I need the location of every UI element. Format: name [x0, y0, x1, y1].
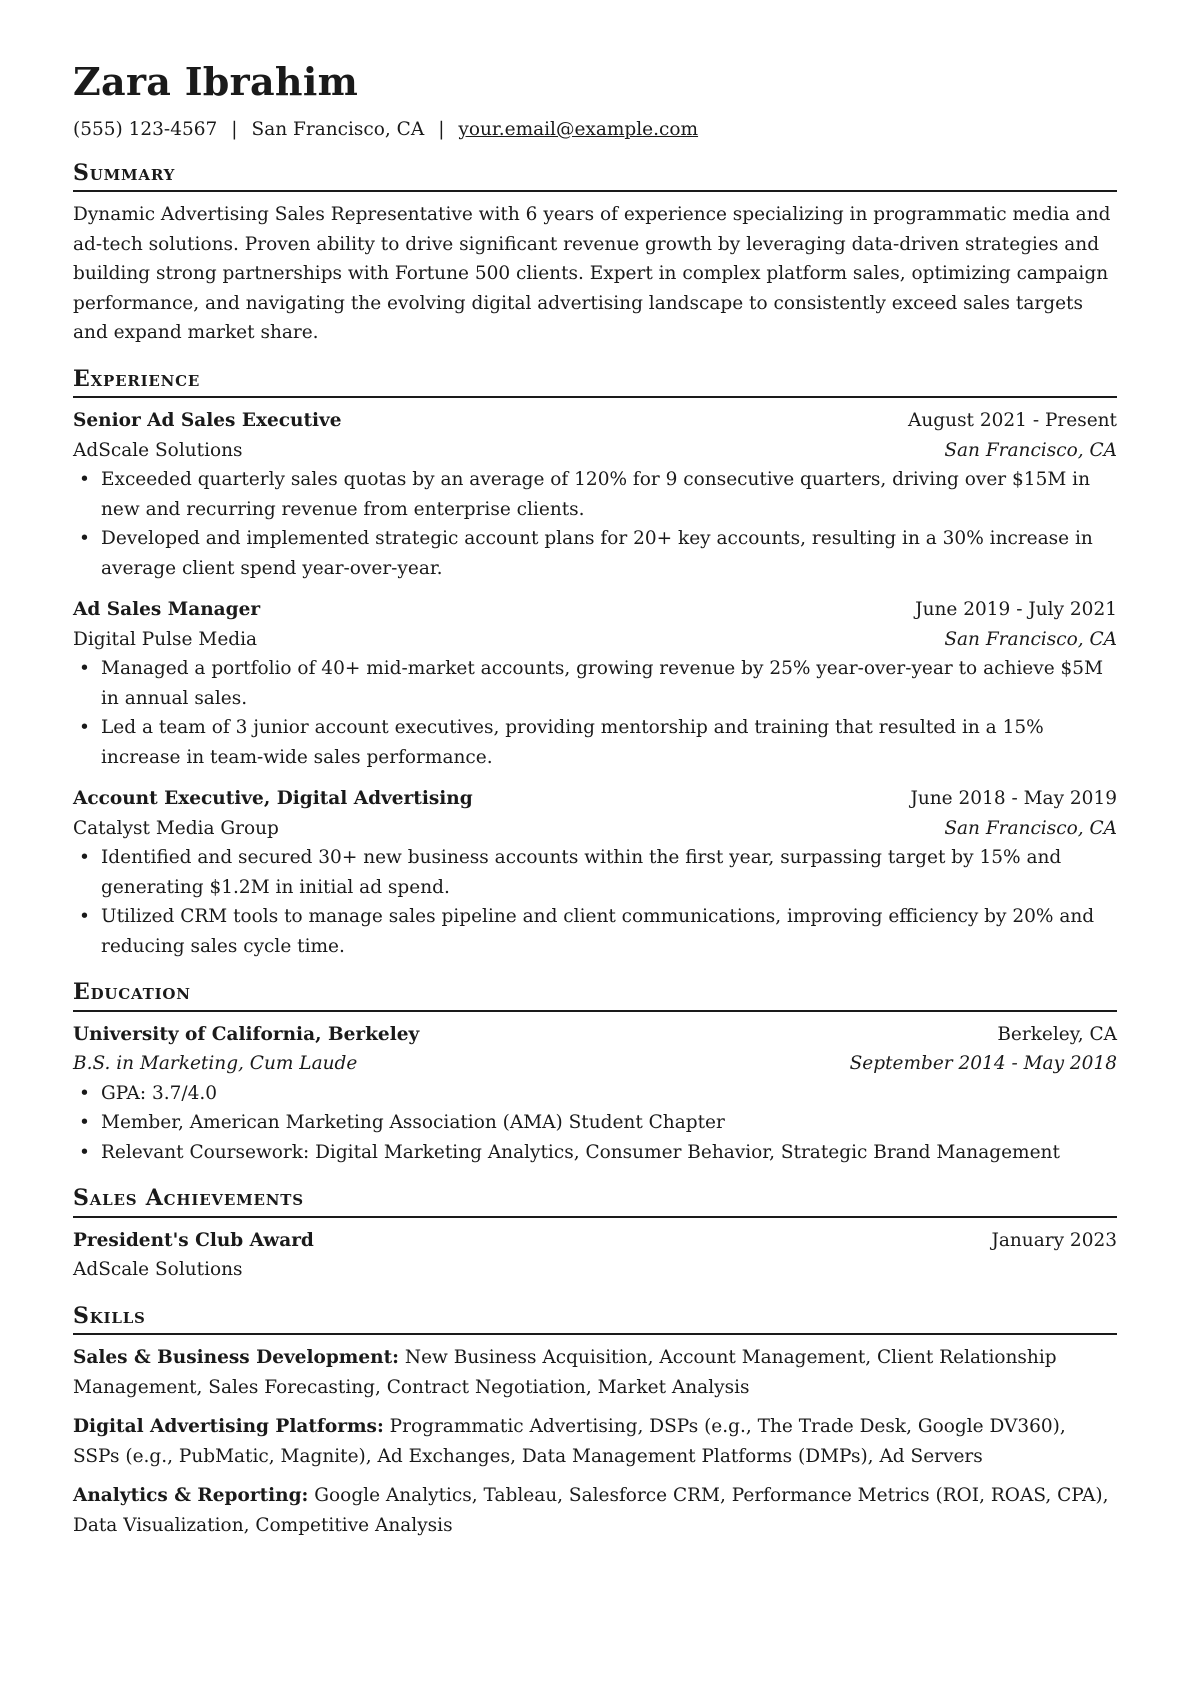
skill-group-label: Analytics & Reporting:	[73, 1485, 309, 1507]
job-dates: June 2018 - May 2019	[910, 788, 1117, 810]
education-bullets	[73, 1079, 1117, 1168]
summary-text: Dynamic Advertising Sales Representative with 6 years of experience specializing in programmatic media and ad-tech solutions. Proven ability to drive significant revenue growth by leveraging data-driven strategies and building strong partnerships with Fortune 500 clients. Expert in complex platform sales, optimizing campaign performance, and navigating the evolving digital advertising landscape to consistently exceed sales targets and expand market share.	[73, 204, 1111, 344]
skill-group	[73, 1481, 1117, 1540]
job-entry	[73, 406, 1117, 583]
job-title: Senior Ad Sales Executive	[73, 410, 342, 432]
award-date: January 2023	[991, 1229, 1117, 1251]
list-item: • Member, American Marketing Association (AMA) Student Chapter	[73, 1108, 1117, 1138]
job-title: Ad Sales Manager	[73, 599, 261, 621]
company-name: AdScale Solutions	[73, 439, 243, 461]
degree: B.S. in Marketing, Cum Laude	[73, 1053, 358, 1075]
candidate-name: Zara Ibrahim	[73, 59, 359, 104]
list-item: • Identified and secured 30+ new business accounts within the first year, surpassing target by 15% and generating $1.2M in initial ad spend.	[73, 843, 1117, 902]
job-title: Account Executive, Digital Advertising	[73, 788, 473, 810]
summary-section	[73, 160, 1117, 348]
section-title-summary: Summary	[73, 160, 1117, 193]
school-name: University of California, Berkeley	[73, 1023, 420, 1045]
list-item: • Exceeded quarterly sales quotas by an average of 120% for 9 consecutive quarters, driving over $15M in new and recurring revenue from enterprise clients.	[73, 465, 1117, 524]
skill-group-items: Google Analytics, Tableau, Salesforce CRM, Performance Metrics (ROI, ROAS, CPA), Data Visualization, Competitive Analysis	[73, 1485, 1109, 1536]
skill-group-label: Digital Advertising Platforms:	[73, 1416, 384, 1438]
section-title-skills: Skills	[73, 1303, 1117, 1336]
contact-line	[73, 118, 1117, 142]
skill-group	[73, 1343, 1117, 1402]
achievements-section	[73, 1185, 1117, 1285]
job-bullets	[73, 654, 1117, 772]
section-title-education: Education	[73, 979, 1117, 1012]
phone-number: (555) 123-4567	[73, 118, 218, 140]
list-item: • Managed a portfolio of 40+ mid-market accounts, growing revenue by 25% year-over-year to achieve $5M in annual sales.	[73, 654, 1117, 713]
location: San Francisco, CA	[251, 118, 425, 140]
contact-separator: |	[231, 118, 238, 140]
job-dates: June 2019 - July 2021	[915, 599, 1117, 621]
award-organization: AdScale Solutions	[73, 1259, 243, 1281]
job-entry	[73, 595, 1117, 772]
contact-separator: |	[438, 118, 445, 140]
skill-group-label: Sales & Business Development:	[73, 1347, 399, 1369]
education-dates: September 2014 - May 2018	[849, 1053, 1117, 1075]
job-location: San Francisco, CA	[944, 628, 1117, 650]
skill-group-items: New Business Acquisition, Account Management, Client Relationship Management, Sales Forecasting, Contract Negotiation, Market Analysis	[73, 1347, 1057, 1398]
job-bullets	[73, 843, 1117, 961]
job-bullets	[73, 465, 1117, 583]
education-section	[73, 979, 1117, 1167]
job-location: San Francisco, CA	[944, 817, 1117, 839]
school-location: Berkeley, CA	[997, 1023, 1117, 1045]
list-item: • Developed and implemented strategic account plans for 20+ key accounts, resulting in a 30% increase in average client spend year-over-year.	[73, 524, 1117, 583]
list-item: • Utilized CRM tools to manage sales pipeline and client communications, improving efficiency by 20% and reducing sales cycle time.	[73, 902, 1117, 961]
company-name: Digital Pulse Media	[73, 628, 258, 650]
job-entry	[73, 784, 1117, 961]
skill-group	[73, 1412, 1117, 1471]
experience-section	[73, 366, 1117, 962]
section-title-experience: Experience	[73, 366, 1117, 399]
award-name: President's Club Award	[73, 1229, 314, 1251]
list-item: • GPA: 3.7/4.0	[73, 1079, 1117, 1109]
section-title-achievements: Sales Achievements	[73, 1185, 1117, 1218]
company-name: Catalyst Media Group	[73, 817, 279, 839]
email-link[interactable]: your.email@example.com	[458, 118, 699, 140]
job-dates: August 2021 - Present	[908, 410, 1117, 432]
job-location: San Francisco, CA	[944, 439, 1117, 461]
skill-group-items: Programmatic Advertising, DSPs (e.g., The Trade Desk, Google DV360), SSPs (e.g., PubMatic, Magnite), Ad Exchanges, Data Management Platforms (DMPs), Ad Servers	[73, 1416, 1066, 1467]
skills-section	[73, 1303, 1117, 1541]
list-item: • Relevant Coursework: Digital Marketing Analytics, Consumer Behavior, Strategic Brand Management	[73, 1138, 1117, 1168]
list-item: • Led a team of 3 junior account executives, providing mentorship and training that resulted in a 15% increase in team-wide sales performance.	[73, 713, 1117, 772]
